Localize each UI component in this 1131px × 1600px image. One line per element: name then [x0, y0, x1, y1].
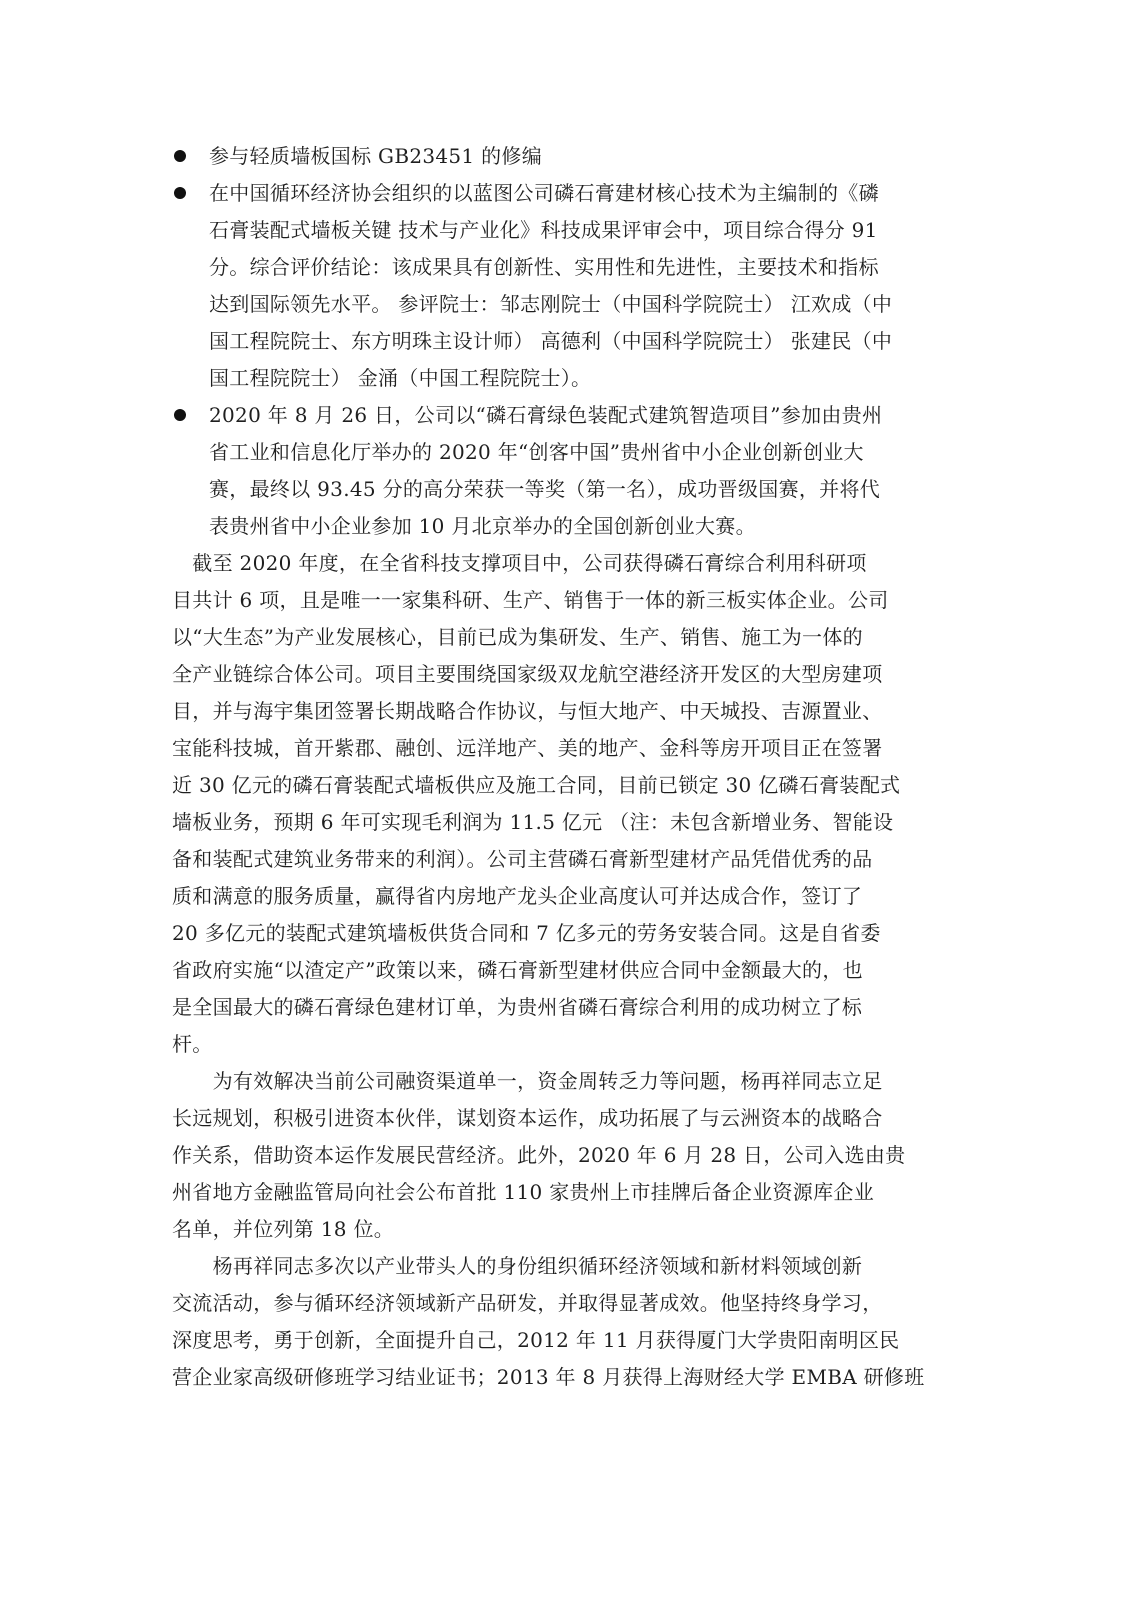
- text-line: 交流活动，参与循环经济领域新产品研发，并取得显著成效。他坚持终身学习，: [172, 1291, 883, 1315]
- text-line: 备和装配式建筑业务带来的利润）。公司主营磷石膏新型建材产品凭借优秀的品: [172, 847, 873, 871]
- bullet-item: [172, 175, 942, 397]
- text-line: 2020 年 8 月 26 日，公司以“磷石膏绿色装配式建筑智造项目”参加由贵州: [209, 403, 883, 427]
- text-line: 全产业链综合体公司。项目主要围绕国家级双龙航空港经济开发区的大型房建项: [172, 662, 883, 686]
- text-line: 赛，最终以 93.45 分的高分荣获一等奖（第一名），成功晋级国赛，并将代: [209, 477, 881, 501]
- text-line: 国工程院院士、东方明珠主设计师） 高德利（中国科学院院士） 张建民（中: [209, 329, 893, 353]
- text-line: 分。综合评价结论：该成果具有创新性、实用性和先进性，主要技术和指标: [209, 255, 879, 279]
- text-line: 是全国最大的磷石膏绿色建材订单，为贵州省磷石膏综合利用的成功树立了标: [172, 995, 863, 1019]
- text-line: 20 多亿元的装配式建筑墙板供货合同和 7 亿多元的劳务安装合同。这是自省委: [172, 921, 881, 945]
- body-paragraph: [172, 545, 942, 1063]
- text-line: 深度思考，勇于创新，全面提升自己，2012 年 11 月获得厦门大学贵阳南明区民: [172, 1328, 900, 1352]
- bullet-dot-icon: [174, 409, 186, 421]
- bullet-dot-icon: [174, 187, 186, 199]
- text-line: 长远规划，积极引进资本伙伴，谋划资本运作，成功拓展了与云洲资本的战略合: [172, 1106, 883, 1130]
- bullet-item: [172, 138, 942, 175]
- bullet-item: [172, 397, 942, 545]
- text-line: 省工业和信息化厅举办的 2020 年“创客中国”贵州省中小企业创新创业大: [209, 440, 864, 464]
- text-line: 墙板业务，预期 6 年可实现毛利润为 11.5 亿元 （注：未包含新增业务、智能设: [172, 810, 894, 834]
- text-line: 州省地方金融监管局向社会公布首批 110 家贵州上市挂牌后备企业资源库企业: [172, 1180, 874, 1204]
- text-line: 省政府实施“以渣定产”政策以来，磷石膏新型建材供应合同中金额最大的，也: [172, 958, 863, 982]
- text-line: 杨再祥同志多次以产业带头人的身份组织循环经济领域和新材料领域创新: [172, 1254, 863, 1278]
- text-line: 为有效解决当前公司融资渠道单一，资金周转乏力等问题，杨再祥同志立足: [172, 1069, 883, 1093]
- text-line: 杆。: [172, 1032, 213, 1056]
- text-line: 目，并与海宇集团签署长期战略合作协议，与恒大地产、中天城投、吉源置业、: [172, 699, 883, 723]
- text-line: 目共计 6 项，且是唯一一家集科研、生产、销售于一体的新三板实体企业。公司: [172, 588, 889, 612]
- text-line: 宝能科技城，首开紫郡、融创、远洋地产、美的地产、金科等房开项目正在签署: [172, 736, 883, 760]
- text-line: 参与轻质墙板国标 GB23451 的修编: [209, 144, 543, 168]
- text-line: 近 30 亿元的磷石膏装配式墙板供应及施工合同，目前已锁定 30 亿磷石膏装配式: [172, 773, 901, 797]
- text-line: 以“大生态”为产业发展核心，目前已成为集研发、生产、销售、施工为一体的: [172, 625, 863, 649]
- text-line: 在中国循环经济协会组织的以蓝图公司磷石膏建材核心技术为主编制的《磷: [209, 181, 879, 205]
- text-line: 作关系，借助资本运作发展民营经济。此外，2020 年 6 月 28 日，公司入选由贵: [172, 1143, 906, 1167]
- text-line: 达到国际领先水平。 参评院士：邹志刚院士（中国科学院院士） 江欢成（中: [209, 292, 893, 316]
- text-line: 营企业家高级研修班学习结业证书；2013 年 8 月获得上海财经大学 EMBA 研修班: [172, 1365, 925, 1389]
- bullet-dot-icon: [174, 150, 186, 162]
- text-line: 国工程院院士） 金涌（中国工程院院士）。: [209, 366, 592, 390]
- document-body: [172, 138, 942, 1396]
- text-line: 质和满意的服务质量，赢得省内房地产龙头企业高度认可并达成合作，签订了: [172, 884, 863, 908]
- body-paragraph: [172, 1248, 942, 1396]
- text-line: 表贵州省中小企业参加 10 月北京举办的全国创新创业大赛。: [209, 514, 756, 538]
- body-paragraph: [172, 1063, 942, 1248]
- text-line: 石膏装配式墙板关键 技术与产业化》科技成果评审会中，项目综合得分 91: [209, 218, 878, 242]
- text-line: 截至 2020 年度，在全省科技支撑项目中，公司获得磷石膏综合利用科研项: [172, 551, 867, 575]
- text-line: 名单，并位列第 18 位。: [172, 1217, 395, 1241]
